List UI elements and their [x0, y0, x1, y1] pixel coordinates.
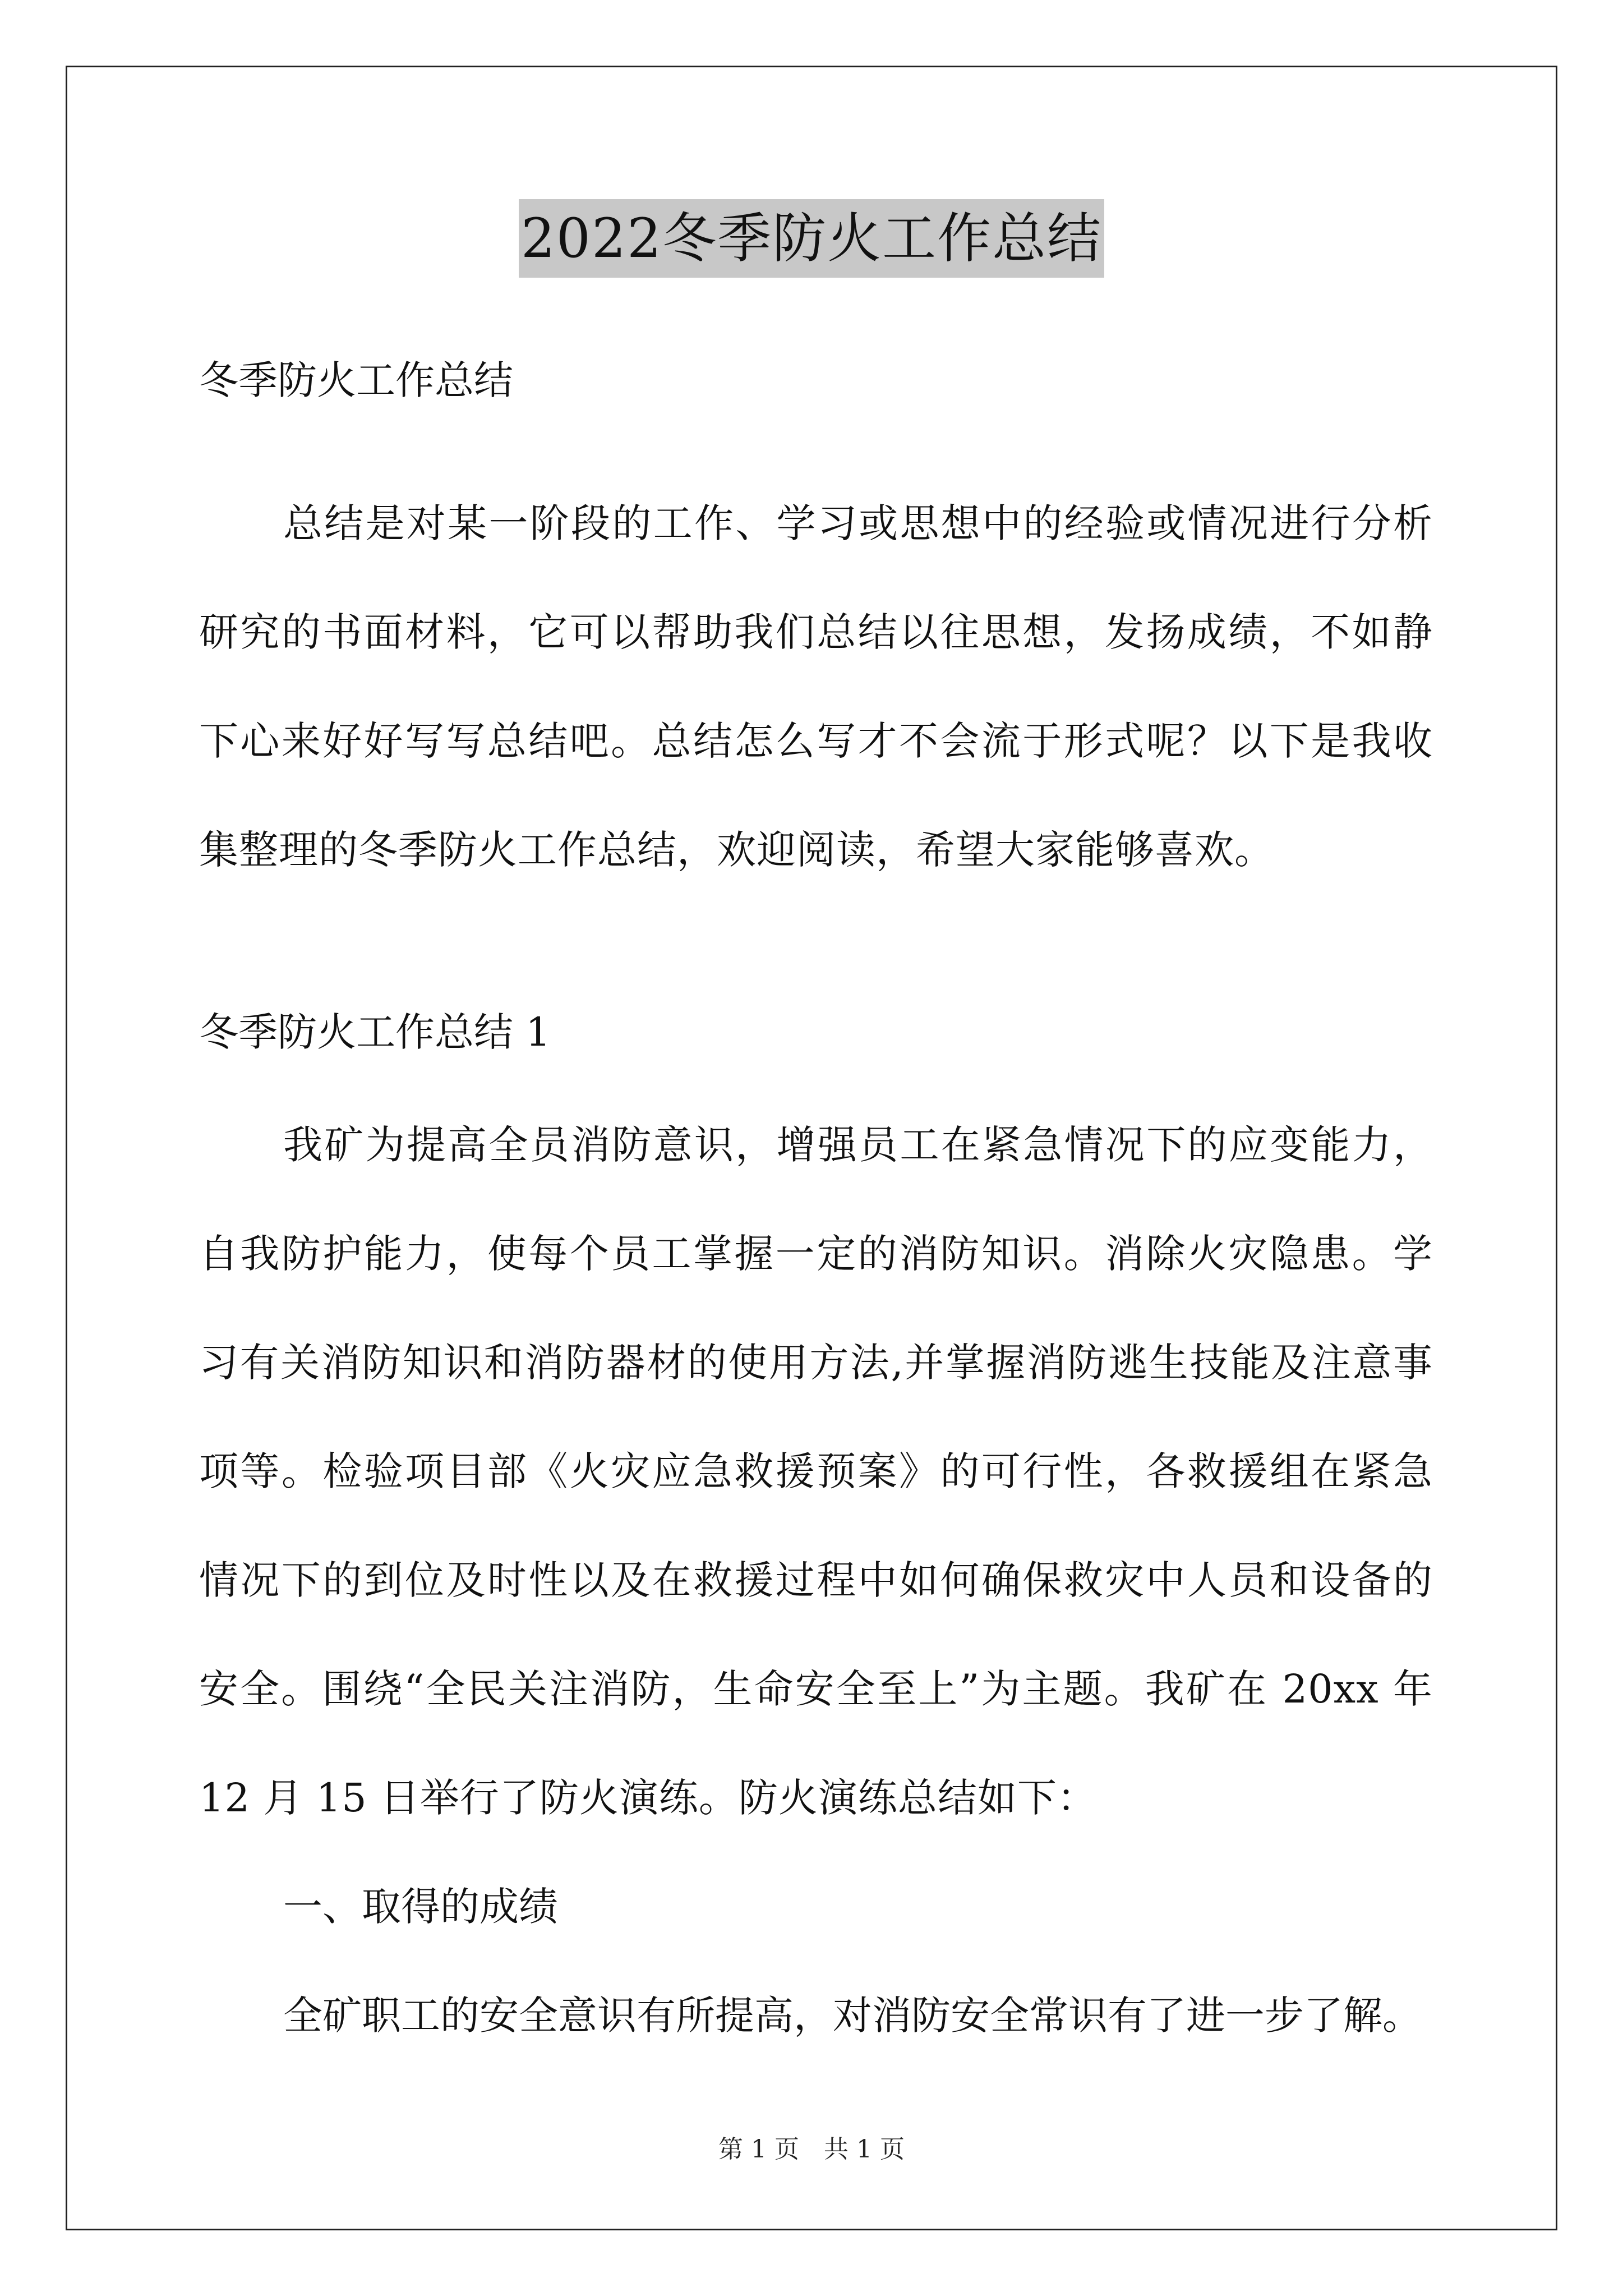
intro-paragraph: 总结是对某一阶段的工作、学习或思想中的经验或情况进行分析研究的书面材料，它可以帮助我们总结以往思想，发扬成绩，不如静下心来好好写写总结吧。总结怎么写才不会流于形式呢？以下是我收集整理的冬季防火工作总结，欢迎阅读，希望大家能够喜欢。	[199, 500, 1433, 873]
spacer	[199, 1076, 1433, 1091]
document-body	[199, 337, 1433, 2070]
section1-paragraph: 我矿为提高全员消防意识，增强员工在紧急情况下的应变能力，自我防护能力，使每个员工掌握一定的消防知识。消除火灾隐患。学习有关消防知识和消防器材的使用方法,并掌握消防逃生技能及注意事项等。检验项目部《火灾应急救援预案》的可行性，各救援组在紧急情况下的到位及时性以及在救援过程中如何确保救灾中人员和设备的安全。围绕“全民关注消防，生命安全至上”为主题。我矿在 20xx 年 12 月 15 日举行了防火演练。防火演练总结如下：	[199, 1122, 1433, 1821]
achievement-paragraph: 全矿职工的安全意识有所提高，对消防安全常识有了进一步了解。	[283, 1993, 1422, 2039]
document-title: 2022冬季防火工作总结	[519, 199, 1104, 278]
section1-heading: 冬季防火工作总结 1	[199, 1009, 551, 1055]
intro-heading: 冬季防火工作总结	[199, 357, 513, 403]
title-container	[0, 199, 1623, 278]
subheading-achievements: 一、取得的成绩	[283, 1884, 558, 1930]
page-footer: 第 1 页 共 1 页	[718, 2135, 905, 2164]
spacer	[199, 424, 1433, 469]
spacer	[199, 904, 1433, 988]
